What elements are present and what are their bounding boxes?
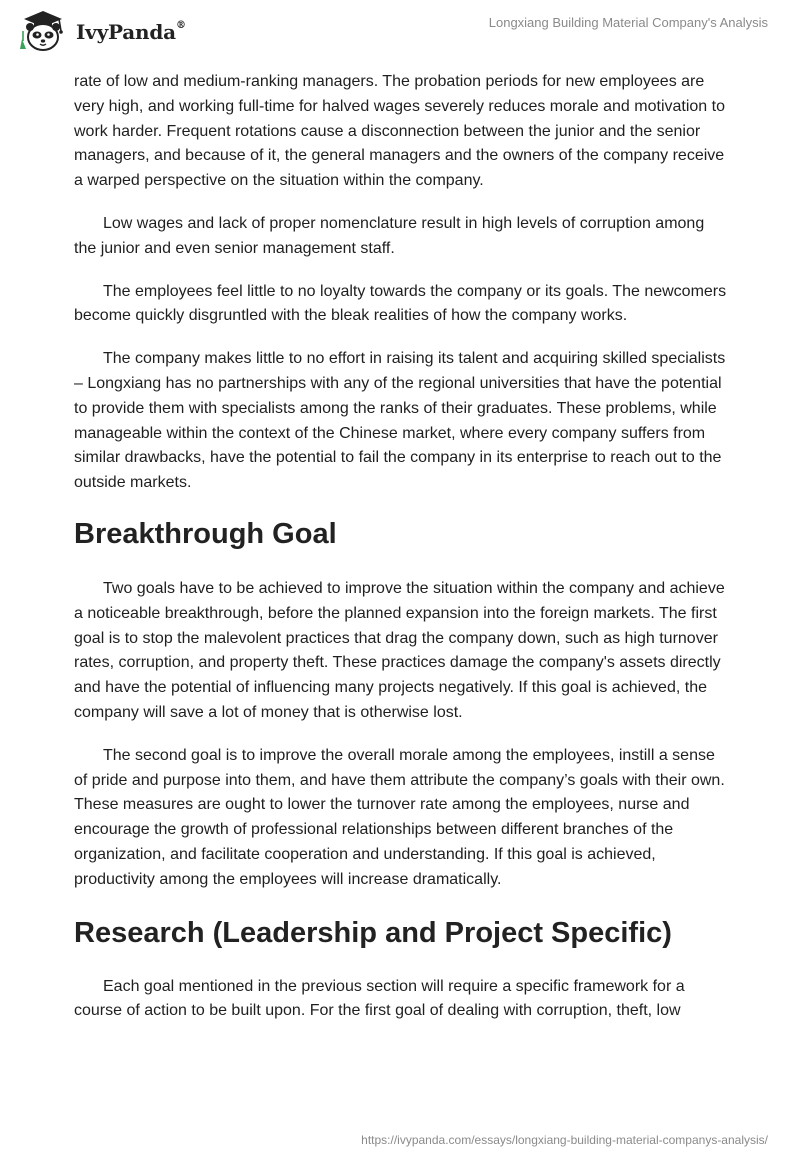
section-heading-breakthrough-goal: Breakthrough Goal <box>74 517 337 550</box>
paragraph: The company makes little to no effort in raising its talent and acquiring skilled specialists – Longxiang has no partnerships with any of the regional universities that have the potential to provide them with specialists among the ranks of their graduates. These problems, while manageable within the context of the Chinese market, where every company suffers from similar drawbacks, have the potential to fail the company in its enterprise to reach out to the outside markets. <box>74 350 726 492</box>
panda-logo-icon <box>14 9 72 53</box>
paragraph: Two goals have to be achieved to improve the situation within the company and achieve a noticeable breakthrough, before the planned expansion into the foreign markets. The first goal is to stop the malevolent practices that drag the company down, such as high turnover rates, corruption, and property theft. These practices damage the company's assets directly and have the potential of influencing many projects negatively. If this goal is achieved, the company will save a lot of money that is otherwise lost. <box>74 579 725 721</box>
paragraph: Low wages and lack of proper nomenclature result in high levels of corruption among the junior and even senior management staff. <box>74 214 705 257</box>
document-title: Longxiang Building Material Company's Analysis <box>488 15 768 30</box>
section-heading-research: Research (Leadership and Project Specific) <box>74 916 672 949</box>
paragraph: The second goal is to improve the overall morale among the employees, instill a sense of pride and purpose into them, and have them attribute the company’s goals with their own. These measures are ought to lower the turnover rate among the employees, nurse and encourage the growth of professional relationships between different branches of the organization, and facilitate cooperation and understanding. If this goal is achieved, productivity among the employees will increase dramatically. <box>74 746 725 888</box>
logo[interactable] <box>14 9 186 53</box>
essay-content <box>74 70 729 1024</box>
paragraph: Each goal mentioned in the previous section will require a specific framework for a course of action to be built upon. For the first goal of dealing with corruption, theft, low <box>74 977 685 1020</box>
source-url[interactable]: https://ivypanda.com/essays/longxiang-building-material-companys-analysis/ <box>361 1133 768 1147</box>
paragraph: The employees feel little to no loyalty towards the company or its goals. The newcomers become quickly disgruntled with the bleak realities of how the company works. <box>74 282 727 325</box>
paragraph: rate of low and medium-ranking managers. The probation periods for new employees are very high, and working full-time for halved wages severely reduces morale and motivation to work harder. Frequent rotations cause a disconnection between the junior and the senior managers, and because of it, the general managers and the owners of the company receive a warped perspective on the situation within the company. <box>74 73 725 190</box>
logo-text: IvyPanda® <box>76 20 186 44</box>
page-header <box>0 0 800 64</box>
